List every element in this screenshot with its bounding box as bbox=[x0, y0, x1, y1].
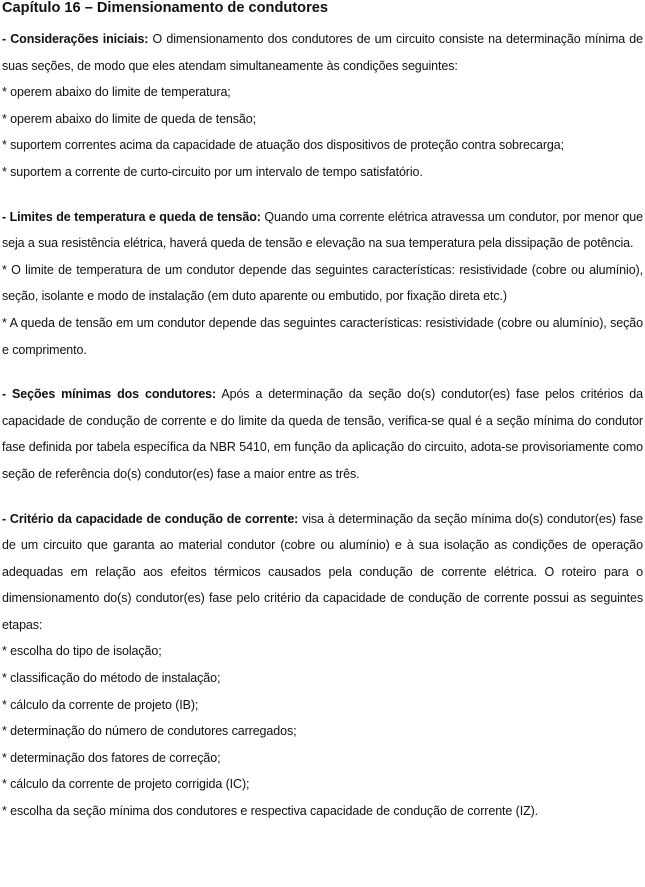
section-lead: - Critério da capacidade de condução de corrente: bbox=[2, 511, 299, 526]
chapter-title: Capítulo 16 – Dimensionamento de condutores bbox=[2, 0, 328, 16]
section-text: visa à determinação da seção mínima do(s) condutor(es) fase de um circuito que garanta ao material condutor (cobre ou alumínio) e à sua isolação as condições de operação adequadas em relação aos efeitos térmicos causados pela condução de corrente elétrica. O roteiro para o dimensionamento do(s) condutor(es) fase pelo critério da capacidade de condução de corrente possui as seguintes etapas: bbox=[2, 511, 643, 632]
list-item: * cálculo da corrente de projeto corrigida (IC); bbox=[2, 777, 250, 792]
section-lead: - Considerações iniciais: bbox=[2, 32, 149, 46]
paragraph: * A queda de tensão em um condutor depende das seguintes características: resistividade (cobre ou alumínio), seção e comprimento. bbox=[2, 315, 643, 357]
spacer bbox=[2, 488, 643, 506]
section-limites bbox=[2, 204, 643, 257]
list-item: * operem abaixo do limite de temperatura; bbox=[2, 85, 231, 100]
list-item: * suportem a corrente de curto-circuito por um intervalo de tempo satisfatório. bbox=[2, 164, 423, 179]
section-lead: - Limites de temperatura e queda de tensão: bbox=[2, 209, 261, 224]
section-consideracoes bbox=[2, 26, 643, 79]
list-item: * determinação dos fatores de correção; bbox=[2, 750, 221, 765]
list-item: * cálculo da corrente de projeto (IB); bbox=[2, 697, 199, 712]
spacer bbox=[2, 186, 643, 204]
list-item: * classificação do método de instalação; bbox=[2, 671, 221, 686]
spacer bbox=[2, 363, 643, 381]
section-criterio bbox=[2, 506, 643, 639]
list-item: * escolha do tipo de isolação; bbox=[2, 644, 162, 659]
list-item: * suportem correntes acima da capacidade de atuação dos dispositivos de proteção contra sobrecarga; bbox=[2, 138, 564, 153]
section-text: Após a determinação da seção do(s) condutor(es) fase pelos critérios da capacidade de condução de corrente e do limite da queda de tensão, verifica-se qual é a seção mínima do condutor fase definida por tabela específica da NBR 5410, em função da aplicação do circuito, adota-se provisoriamente como seção de referência do(s) condutor(es) fase a maior entre as três. bbox=[2, 387, 644, 481]
section-text: O dimensionamento dos condutores de um circuito consiste na determinação mínima de suas seções, de modo que eles atendam simultaneamente às condições seguintes: bbox=[2, 32, 643, 73]
list-item: * operem abaixo do limite de queda de tensão; bbox=[2, 111, 257, 126]
list-item: * escolha da seção mínima dos condutores e respectiva capacidade de condução de corrente (IZ). bbox=[2, 804, 539, 819]
list-item: * determinação do número de condutores carregados; bbox=[2, 724, 297, 739]
paragraph: * O limite de temperatura de um condutor depende das seguintes características: resistividade (cobre ou alumínio), seção, isolante e modo de instalação (em duto aparente ou embutido, por fixação direta etc.) bbox=[2, 262, 643, 304]
section-lead: - Seções mínimas dos condutores: bbox=[2, 387, 217, 402]
section-text: Quando uma corrente elétrica atravessa um condutor, por menor que seja a sua resistência elétrica, haverá queda de tensão e elevação na sua temperatura pela dissipação de potência. bbox=[2, 209, 643, 251]
section-secoes bbox=[2, 381, 643, 487]
